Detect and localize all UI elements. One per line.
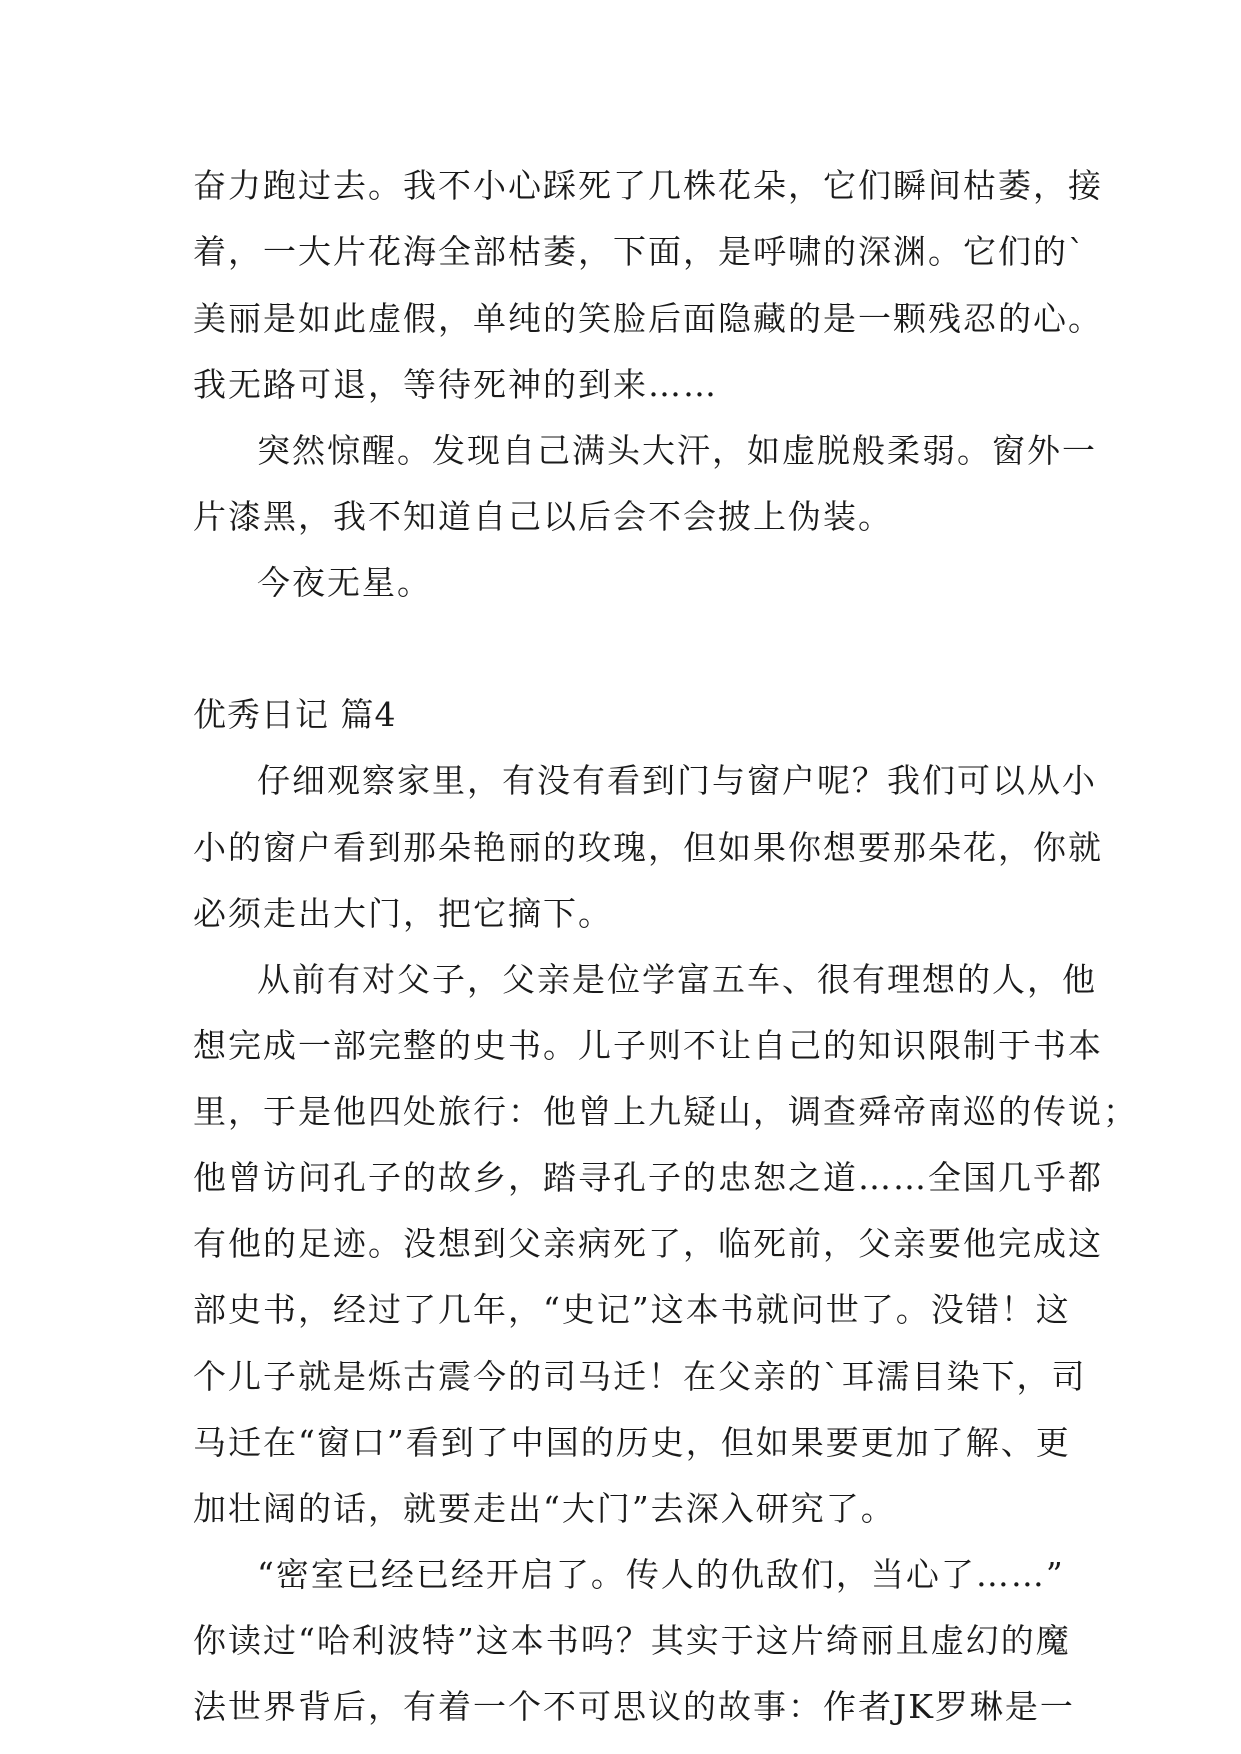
paragraph-line: 你读过“哈利波特”这本书吗？其实于这片绮丽且虚幻的魔	[193, 1621, 1071, 1660]
paragraph-line: 马迁在“窗口”看到了中国的历史，但如果要更加了解、更	[193, 1423, 1071, 1462]
paragraph-line: 法世界背后，有着一个不可思议的故事：作者JK罗琳是一	[193, 1687, 1075, 1726]
paragraph-line: 部史书，经过了几年，“史记”这本书就问世了。没错！这	[193, 1290, 1071, 1329]
paragraph-line: 突然惊醒。发现自己满头大汗，如虚脱般柔弱。窗外一	[257, 431, 1097, 470]
paragraph-line: 里，于是他四处旅行：他曾上九疑山，调查舜帝南巡的传说；	[193, 1092, 1138, 1131]
paragraph-line: 他曾访问孔子的故乡，踏寻孔子的忠恕之道……全国几乎都	[193, 1158, 1103, 1197]
paragraph-line: 着，一大片花海全部枯萎，下面，是呼啸的深渊。它们的`	[193, 232, 1087, 271]
paragraph-line: 今夜无星。	[257, 563, 432, 602]
paragraph-line: 小的窗户看到那朵艳丽的玫瑰，但如果你想要那朵花，你就	[193, 828, 1103, 867]
paragraph-line: “密室已经已经开启了。传人的仇敌们，当心了……”	[257, 1555, 1065, 1594]
paragraph-line: 个儿子就是烁古震今的司马迁！在父亲的`耳濡目染下，司	[193, 1357, 1087, 1396]
paragraph-line: 我无路可退，等待死神的到来……	[193, 365, 718, 404]
paragraph-line: 仔细观察家里，有没有看到门与窗户呢？我们可以从小	[257, 761, 1097, 800]
paragraph-line: 片漆黑，我不知道自己以后会不会披上伪装。	[193, 497, 893, 536]
paragraph-line: 美丽是如此虚假，单纯的笑脸后面隐藏的是一颗残忍的心。	[193, 299, 1103, 338]
paragraph-line: 有他的足迹。没想到父亲病死了，临死前，父亲要他完成这	[193, 1224, 1103, 1263]
paragraph-line: 加壮阔的话，就要走出“大门”去深入研究了。	[193, 1489, 896, 1528]
paragraph-line: 必须走出大门，把它摘下。	[193, 894, 613, 933]
paragraph-line: 奋力跑过去。我不小心踩死了几株花朵，它们瞬间枯萎，接	[193, 166, 1103, 205]
paragraph-line: 想完成一部完整的史书。儿子则不让自己的知识限制于书本	[193, 1026, 1103, 1065]
section-heading: 优秀日记 篇4	[193, 695, 397, 734]
paragraph-line: 从前有对父子，父亲是位学富五车、很有理想的人，他	[257, 960, 1097, 999]
